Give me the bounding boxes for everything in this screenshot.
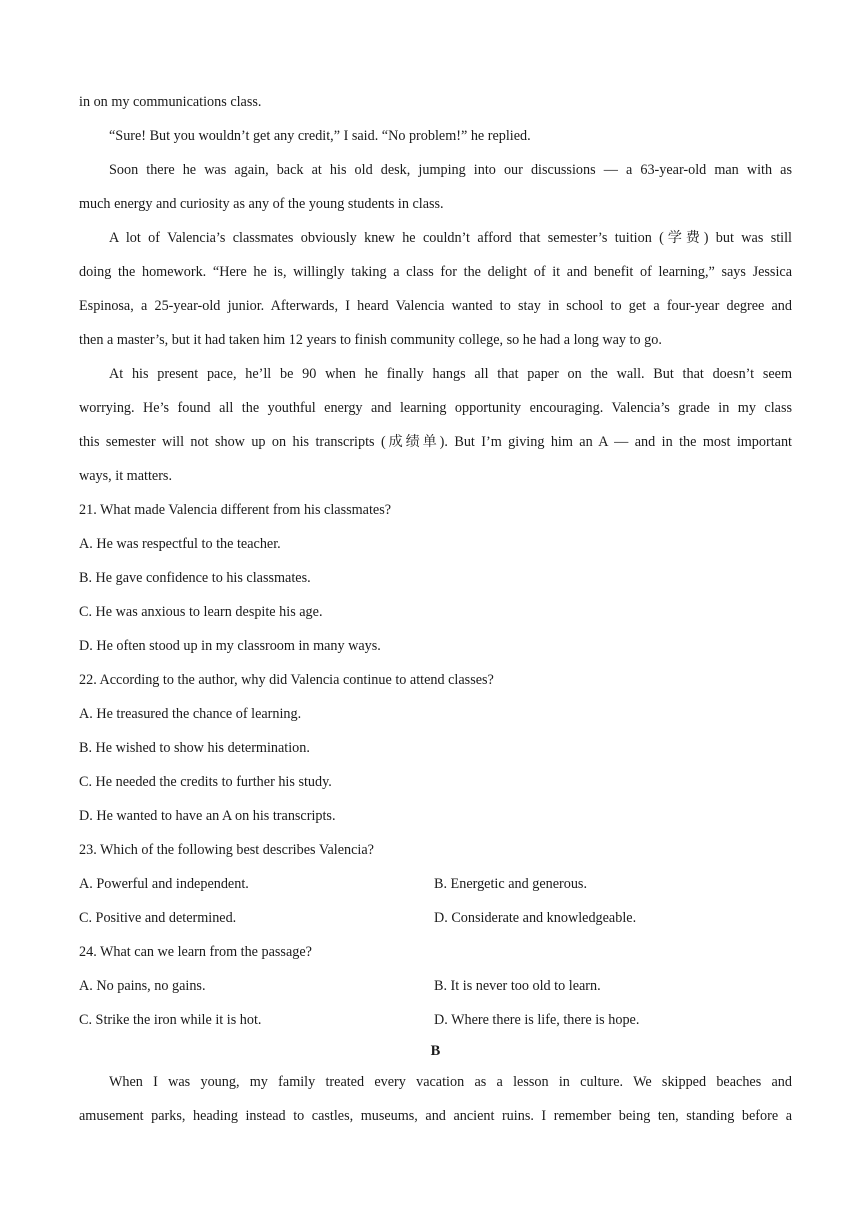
option-row [79, 1003, 792, 1037]
option-21-b: B. He gave confidence to his classmates. [79, 570, 311, 586]
paragraph-line: A lot of Valencia’s classmates obviously knew he couldn’t afford that semester’s tuition (学费) but was still [109, 230, 792, 246]
paragraph-line: in on my communications class. [79, 94, 262, 110]
option-24-c: C. Strike the iron while it is hot. [79, 1012, 262, 1028]
option-row [79, 901, 792, 935]
question-stem-24: 24. What can we learn from the passage? [79, 944, 312, 960]
option-21-a: A. He was respectful to the teacher. [79, 536, 281, 552]
paragraph-line: Soon there he was again, back at his old desk, jumping into our discussions — a 63-year-old man with as [109, 162, 792, 178]
paragraph-line: “Sure! But you wouldn’t get any credit,” I said. “No problem!” he replied. [109, 128, 531, 144]
option-22-b: B. He wished to show his determination. [79, 740, 310, 756]
question-stem-23: 23. Which of the following best describes Valencia? [79, 842, 374, 858]
paragraph-line: doing the homework. “Here he is, willingly taking a class for the delight of it and benefit of learning,” says Jessica [79, 264, 792, 280]
option-23-b: B. Energetic and generous. [434, 876, 587, 892]
section-heading-b: B [430, 1043, 441, 1059]
option-row [79, 867, 792, 901]
paragraph-line: Espinosa, a 25-year-old junior. Afterwards, I heard Valencia wanted to stay in school to get a four-year degree and [79, 298, 792, 314]
option-24-d: D. Where there is life, there is hope. [434, 1012, 640, 1028]
paragraph-line: amusement parks, heading instead to castles, museums, and ancient ruins. I remember being ten, standing before a [79, 1108, 792, 1124]
option-row [79, 969, 792, 1003]
paragraph-line: When I was young, my family treated every vacation as a lesson in culture. We skipped beaches and [109, 1074, 792, 1090]
option-22-c: C. He needed the credits to further his study. [79, 774, 332, 790]
option-24-b: B. It is never too old to learn. [434, 978, 601, 994]
paragraph-line: much energy and curiosity as any of the young students in class. [79, 196, 444, 212]
option-23-c: C. Positive and determined. [79, 910, 237, 926]
question-stem-21: 21. What made Valencia different from his classmates? [79, 502, 392, 518]
option-23-d: D. Considerate and knowledgeable. [434, 910, 637, 926]
option-24-a: A. No pains, no gains. [79, 978, 206, 994]
paragraph-line: ways, it matters. [79, 468, 172, 484]
paragraph-line: then a master’s, but it had taken him 12 years to finish community college, so he had a long way to go. [79, 332, 662, 348]
option-23-a: A. Powerful and independent. [79, 876, 249, 892]
option-21-d: D. He often stood up in my classroom in many ways. [79, 638, 381, 654]
question-stem-22: 22. According to the author, why did Valencia continue to attend classes? [79, 672, 494, 688]
option-21-c: C. He was anxious to learn despite his age. [79, 604, 323, 620]
option-22-d: D. He wanted to have an A on his transcripts. [79, 808, 336, 824]
paragraph-line: this semester will not show up on his transcripts (成绩单). But I’m giving him an A — and in the most important [79, 434, 792, 450]
paragraph-line: worrying. He’s found all the youthful energy and learning opportunity encouraging. Valencia’s grade in my class [79, 400, 792, 416]
option-22-a: A. He treasured the chance of learning. [79, 706, 302, 722]
paragraph-line: At his present pace, he’ll be 90 when he finally hangs all that paper on the wall. But that doesn’t seem [109, 366, 792, 382]
